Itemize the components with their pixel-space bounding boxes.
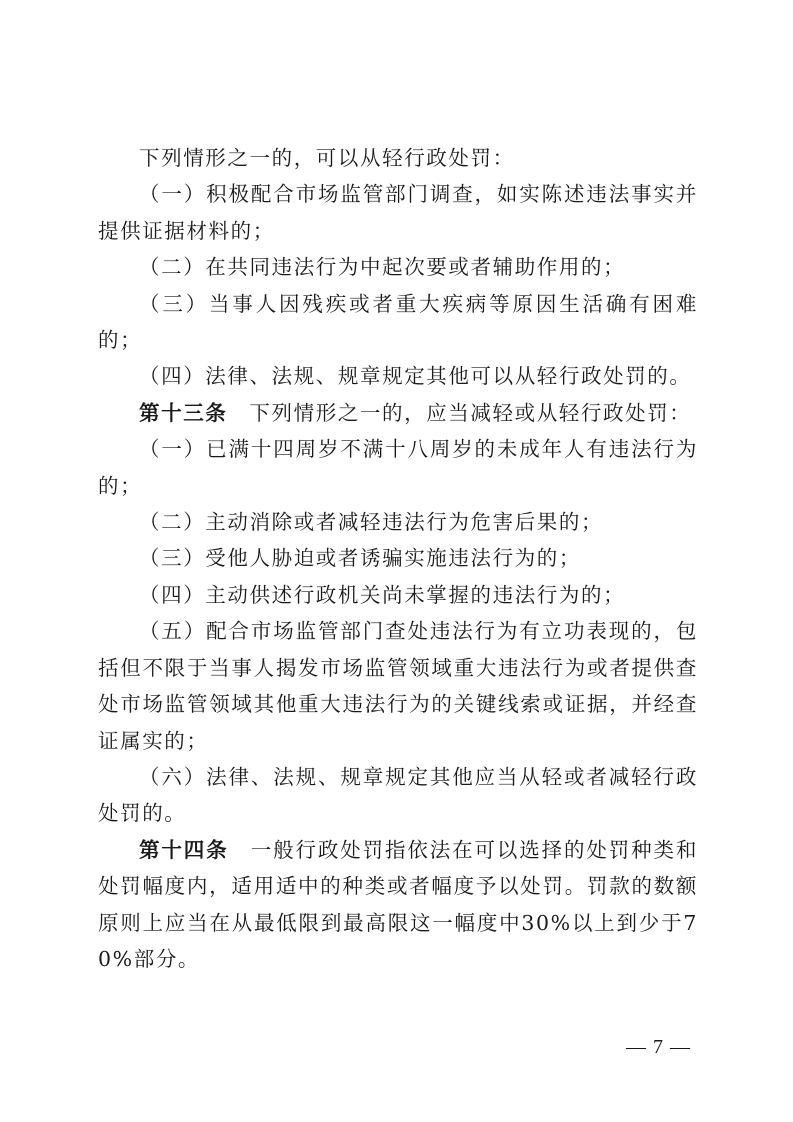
- paragraph-intro: 下列情形之一的，可以从轻行政处罚：: [139, 146, 515, 170]
- list-item-2: （二）在共同违法行为中起次要或者辅助作用的；: [139, 255, 626, 280]
- article-13-item-6: （六）法律、法规、规章规定其他应当从轻或者减轻行政处罚的。: [98, 764, 698, 826]
- page-number: — 7 —: [626, 1036, 691, 1058]
- article-13: [98, 395, 698, 431]
- list-item-4: （四）法律、法规、规章规定其他可以从轻行政处罚的。: [139, 364, 692, 389]
- article-13-item-5: （五）配合市场监管部门查处违法行为有立功表现的，包括但不限于当事人揭发市场监管领域重大违法行为或者提供查处市场监管领域其他重大违法行为的关键线索或证据，并经查证属实的；: [98, 619, 698, 753]
- article-13-heading: 第十三条: [139, 400, 228, 425]
- document-body: [98, 140, 698, 977]
- article-14-heading: 第十四条: [139, 837, 229, 862]
- article-13-item-2: （二）主动消除或者减轻违法行为危害后果的；: [139, 510, 604, 535]
- article-13-item-3: （三）受他人胁迫或者诱骗实施违法行为的；: [139, 546, 581, 571]
- list-item-3: （三）当事人因残疾或者重大疾病等原因生活确有困难的；: [98, 291, 698, 353]
- article-13-item-4: （四）主动供述行政机关尚未掌握的违法行为的；: [139, 582, 626, 607]
- list-item-1: （一）积极配合市场监管部门调查，如实陈述违法事实并提供证据材料的；: [98, 182, 698, 243]
- article-13-item-1: （一）已满十四周岁不满十八周岁的未成年人有违法行为的；: [98, 437, 698, 498]
- article-14: [98, 832, 698, 978]
- article-14-text: 一般行政处罚指依法在可以选择的处罚种类和处罚幅度内，适用适中的种类或者幅度予以处罚。罚款的数额原则上应当在从最低限到最高限这一幅度中30%以上到少于70%部分。: [98, 837, 698, 971]
- article-13-text: 下列情形之一的，应当减轻或从轻行政处罚：: [249, 400, 692, 425]
